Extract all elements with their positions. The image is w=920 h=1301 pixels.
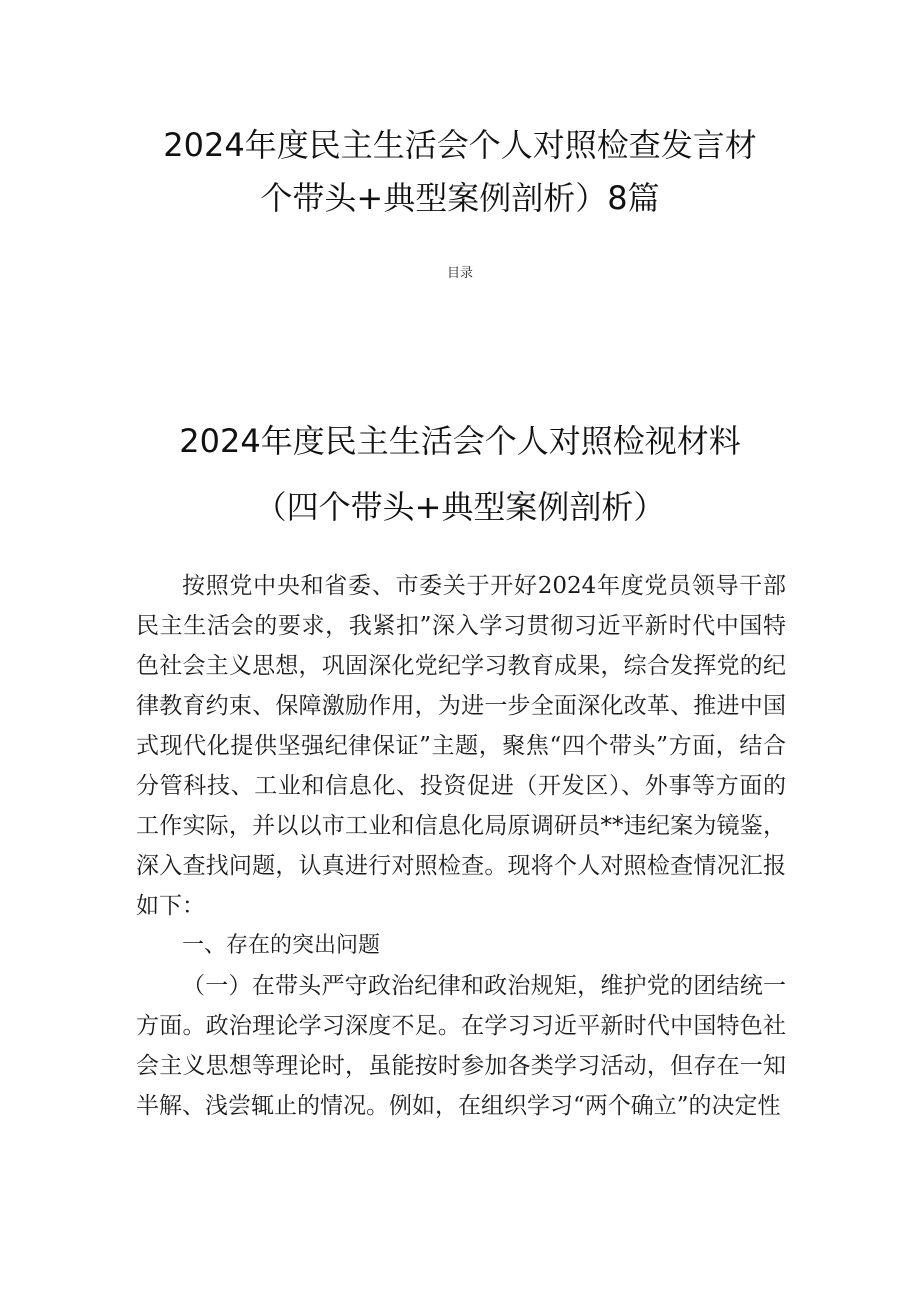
cover-title-line1: 2024年度民主生活会个人对照检查发言材: [163, 126, 757, 164]
toc-label: 目录: [446, 266, 473, 281]
cover-title-line2: 个带头+典型案例剖析）8篇: [260, 179, 660, 217]
intro-paragraph: 按照党中央和省委、市委关于开好2024年度党员领导干部民主生活会的要求，我紧扣”深入学习贯彻习近平新时代中国特色社会主义思想，巩固深化党纪学习教育成果，综合发挥党的纪律教育约束、保障激励作用，为进一步全面深化改革、推进中国式现代化提供坚强纪律保证”主题，聚焦“四个带头”方面，结合分管科技、工业和信息化、投资促进（开发区）、外事等方面的工作实际，并以以市工业和信息化局原调研员**违纪案为镜鉴，深入查找问题，认真进行对照检查。现将个人对照检查情况汇报如下：: [136, 573, 786, 919]
article-title-line1: 2024年度民主生活会个人对照检视材料: [179, 422, 741, 460]
section-heading: 一、存在的突出问题: [182, 933, 381, 958]
article-body: [136, 566, 786, 1126]
article-title-line2: （四个带头+典型案例剖析）: [254, 488, 666, 526]
sub-paragraph: （一）在带头严守政治纪律和政治规矩，维护党的团结统一方面。政治理论学习深度不足。在学习习近平新时代中国特色社会主义思想等理论时，虽能按时参加各类学习活动，但存在一知半解、浅尝辄止的情况。例如，在组织学习“两个确立”的决定性: [136, 973, 786, 1119]
